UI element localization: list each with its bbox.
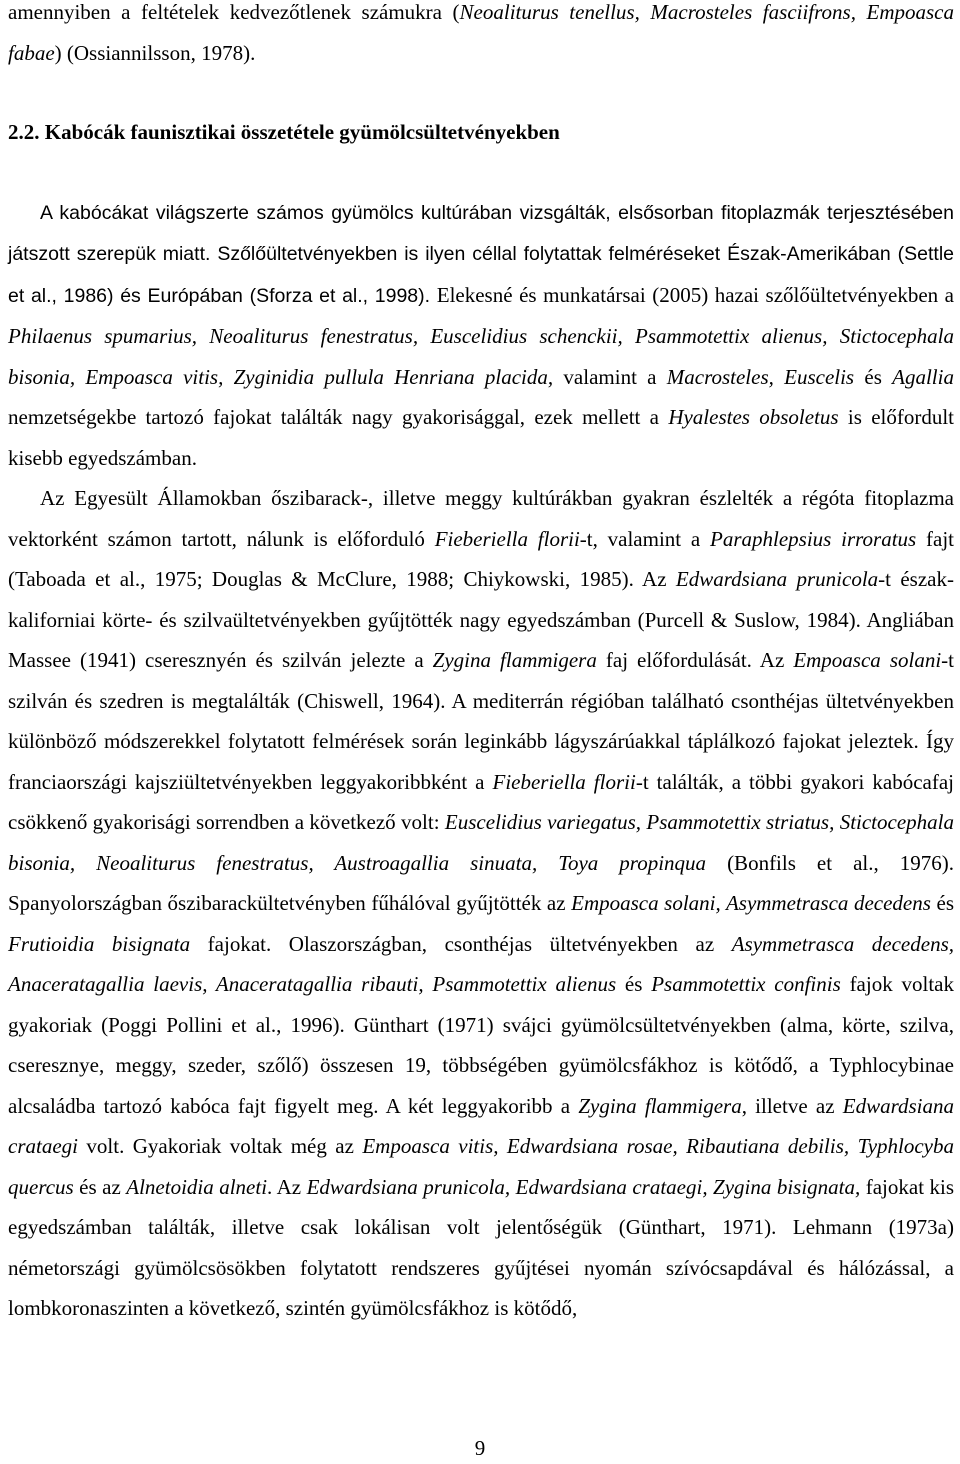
section-heading: 2.2. Kabócák faunisztikai összetétele gyümölcsültetvényekben: [8, 120, 560, 144]
italic-text-run: Paraphlepsius irroratus: [710, 526, 917, 551]
text-run: -t találták, a többi gyakori kabócafaj csökkenő gyakorisági sorrendben a következő volt:: [8, 769, 954, 834]
text-run: , 1998).: [362, 284, 437, 307]
italic-text-run: us tenellus, Macrosteles fasciifrons, Empoasca fabae: [8, 0, 954, 65]
italic-text-run: Empoasca vitis, Edwardsiana rosae, Ribautiana debilis, Typhlocyba quercus: [8, 1134, 954, 1199]
text-run: fajokat. Olaszországban, csonthéjas ültetvényekben az: [190, 931, 732, 956]
text-run: -t, valamint a: [579, 526, 711, 551]
text-run: amennyiben a feltételek kedvezőtlenek számukra (: [8, 0, 460, 24]
paragraph-3: [8, 478, 954, 1329]
italic-text-run: Philaenus spumarius, Neoaliturus fenestratus, Euscelidius schenckii, Psammotettix alienus, Stictocephala bisonia, Empoasca vitis, Zyginidia pullula Henriana placida,: [8, 324, 954, 389]
italic-text-run: Euscelidius variegatus, Psammotettix striatus, Stictocephala bisonia, Neoaliturus fenestratus, Austroagallia sinuata, Toya propinqua: [8, 810, 954, 875]
text-run: . Az: [267, 1174, 307, 1199]
text-run: fajok voltak gyakoriak (Poggi Pollini et al., 1996). Günthart (1971) svájci gyümölcsültetvényekben (alma, körte, szilva, cseresznye, meggy, szeder, szőlő) összesen 19, többségében gyümölcsfákhoz is kötődő, a Typhlocybinae alcsaládba tartozó kabóca fajt figyelt meg. A két leggyakoribb a: [8, 972, 954, 1118]
italic-text-run: Empoasca solani: [793, 648, 942, 672]
text-run: faj előfordulását. Az: [596, 648, 794, 672]
italic-text-run: Psammotettix confinis: [651, 972, 841, 996]
italic-text-run: Edwardsiana prunicola, Edwardsiana crataegi, Zygina bisignata,: [306, 1174, 861, 1199]
italic-text-run: Fieberiella florii: [434, 526, 580, 551]
text-run: , illetve az: [741, 1093, 843, 1118]
text-run: és: [616, 972, 652, 996]
paragraph-1: [8, 0, 954, 73]
italic-text-run: Edwardsiana crataegi: [8, 1093, 954, 1158]
text-run: ) (Ossiannilsson, 1978).: [54, 40, 256, 65]
text-run: is előfordult kisebb egyedszámban.: [8, 405, 955, 470]
text-run: , 1986) és Európában (Sforza et al.: [51, 284, 363, 307]
italic-text-run: Zygina flammigera: [432, 648, 597, 672]
italic-text-run: Neoalitur: [459, 0, 541, 24]
text-run: -t észak-kaliforniai körte- és szilvaültetvényekben gyűjtötték nagy egyedszámban (Purcell & Suslow, 1984). Angliában Massee (1941) cseresznyén és szilván jelezte a: [8, 567, 954, 672]
text-run: fajt (Taboada et al., 1975; Douglas & McClure, 1988; Chiykowski, 1985). Az: [8, 526, 954, 591]
italic-text-run: Agallia: [892, 364, 954, 389]
page-number: 9: [474, 1436, 486, 1460]
italic-text-run: Alnetoidia alneti: [126, 1174, 268, 1199]
italic-text-run: Asymmetrasca decedens, Anaceratagallia laevis, Anaceratagallia ribauti, Psammotettix alienus: [8, 931, 954, 996]
text-run: Az Egyesült Államokban őszibarack-, illetve meggy kultúrákban gyakran észlelték a régóta fitoplazma vektorként számon tartott, nálunk is előforduló: [8, 486, 954, 551]
text-run: volt. Gyakoriak voltak még az: [77, 1134, 363, 1158]
text-run: és az: [73, 1174, 127, 1199]
text-run: Elekesné és munkatársai (2005) hazai szőlőültetvényekben a: [436, 282, 954, 307]
paragraph-2: [8, 192, 954, 479]
document-page: [8, 0, 954, 1329]
text-run: A kabócákat világszerte számos gyümölcs kultúrában vizsgálták, elsősorban fitoplazmák terjesztésében játszott szerepük miatt.: [8, 201, 954, 265]
text-run: és: [854, 364, 893, 389]
text-run: -t szilván és szedren is megtalálták (Chiswell, 1964). A mediterrán régióban található csonthéjas ültetvényekben különböző módszerekkel folytatott felmérések során leginkább lágyszárúakkal táplálkozó fajokat jeleztek. Így franciaországi kajsziültetvényekben leggyakoribbként a: [8, 648, 954, 794]
text-run: valamint a: [553, 364, 667, 389]
italic-text-run: Frutioidia bisignata: [8, 931, 191, 956]
italic-text-run: Empoasca solani, Asymmetrasca decedens: [571, 891, 931, 915]
text-run: Szőlőültetvényekben is ilyen céllal folytattak felméréseket Észak-Amerikában (Settle et al.: [8, 243, 954, 307]
italic-text-run: Hyalestes obsoletus: [668, 405, 839, 429]
italic-text-run: Edwardsiana prunicola: [675, 567, 879, 591]
text-run: és: [930, 891, 954, 915]
italic-text-run: Zygina flammigera: [578, 1093, 742, 1118]
italic-text-run: Fieberiella florii: [492, 769, 636, 794]
text-run: (Bonfils et al., 1976). Spanyolországban őszibarackültetvényben fűhálóval gyűjtötték az: [8, 850, 955, 915]
text-run: nemzetségekbe tartozó fajokat találták nagy gyakorisággal, ezek mellett a: [8, 405, 669, 429]
italic-text-run: Macrosteles, Euscelis: [666, 364, 855, 389]
text-run: fajokat kis egyedszámban találták, illetve csak lokálisan volt jelentőségük (Günthart, 1971). Lehmann (1973a) németországi gyümölcsösökben folytatott rendszeres gyűjtései nyomán szívócsapdával és hálózással, a lombkoronaszinten a következő, szintén gyümölcsfákhoz is kötődő,: [8, 1174, 955, 1320]
